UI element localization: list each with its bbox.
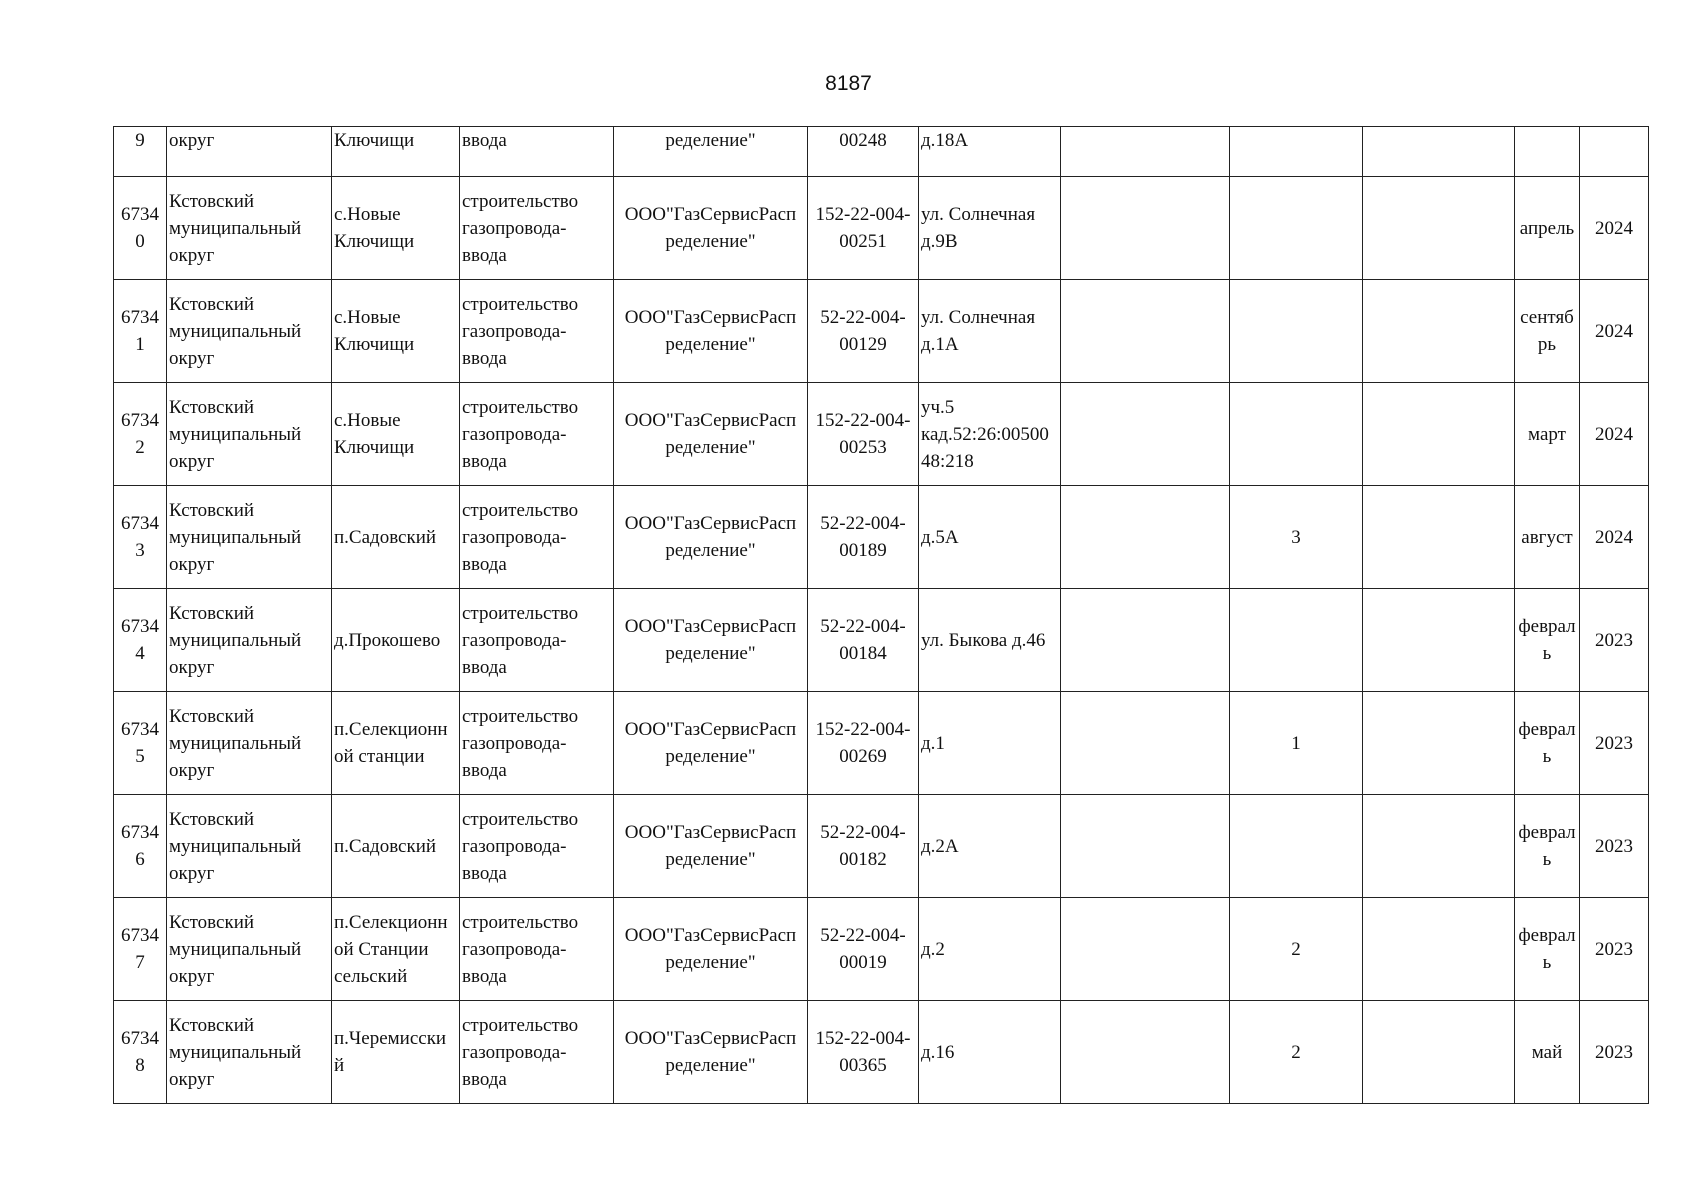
work-type-cell: строительство газопровода- ввода bbox=[460, 898, 614, 1001]
month-cell: август bbox=[1515, 486, 1580, 589]
row-number-cell: 6734 2 bbox=[114, 383, 167, 486]
count-cell: 1 bbox=[1230, 692, 1363, 795]
empty-cell-b bbox=[1363, 1001, 1515, 1104]
empty-cell-b bbox=[1363, 177, 1515, 280]
address-cell: д.5А bbox=[919, 486, 1061, 589]
address-cell: ул. Солнечная д.1А bbox=[919, 280, 1061, 383]
work-type-cell: строительство газопровода- ввода bbox=[460, 589, 614, 692]
empty-cell-a bbox=[1061, 898, 1230, 1001]
count-cell bbox=[1230, 127, 1363, 177]
empty-cell-b bbox=[1363, 589, 1515, 692]
count-cell bbox=[1230, 795, 1363, 898]
settlement-cell: п.Садовский bbox=[332, 795, 460, 898]
work-type-cell: строительство газопровода- ввода bbox=[460, 383, 614, 486]
row-number-cell: 6734 4 bbox=[114, 589, 167, 692]
district-cell: Кстовский муниципальный округ bbox=[167, 280, 332, 383]
district-cell: Кстовский муниципальный округ bbox=[167, 1001, 332, 1104]
organization-cell: ределение" bbox=[614, 127, 808, 177]
empty-cell-b bbox=[1363, 795, 1515, 898]
address-cell: уч.5 кад.52:26:00500 48:218 bbox=[919, 383, 1061, 486]
empty-cell-b bbox=[1363, 127, 1515, 177]
work-type-cell: строительство газопровода- ввода bbox=[460, 795, 614, 898]
count-cell bbox=[1230, 177, 1363, 280]
month-cell: феврал ь bbox=[1515, 795, 1580, 898]
district-cell: Кстовский муниципальный округ bbox=[167, 795, 332, 898]
registration-number-cell: 152-22-004- 00269 bbox=[808, 692, 919, 795]
organization-cell: ООО"ГазСервисРасп ределение" bbox=[614, 795, 808, 898]
table-row bbox=[114, 795, 1649, 898]
row-number-cell: 9 bbox=[114, 127, 167, 177]
address-cell: д.1 bbox=[919, 692, 1061, 795]
table-row bbox=[114, 589, 1649, 692]
month-cell: феврал ь bbox=[1515, 589, 1580, 692]
organization-cell: ООО"ГазСервисРасп ределение" bbox=[614, 280, 808, 383]
registration-number-cell: 152-22-004- 00253 bbox=[808, 383, 919, 486]
table-row bbox=[114, 177, 1649, 280]
registration-number-cell: 52-22-004- 00182 bbox=[808, 795, 919, 898]
year-cell: 2023 bbox=[1580, 898, 1649, 1001]
settlement-cell: Ключищи bbox=[332, 127, 460, 177]
organization-cell: ООО"ГазСервисРасп ределение" bbox=[614, 177, 808, 280]
empty-cell-a bbox=[1061, 486, 1230, 589]
settlement-cell: с.Новые Ключищи bbox=[332, 177, 460, 280]
empty-cell-a bbox=[1061, 795, 1230, 898]
address-cell: д.16 bbox=[919, 1001, 1061, 1104]
count-cell: 2 bbox=[1230, 898, 1363, 1001]
empty-cell-b bbox=[1363, 383, 1515, 486]
page-number: 8187 bbox=[825, 72, 872, 95]
work-type-cell: строительство газопровода- ввода bbox=[460, 692, 614, 795]
registration-number-cell: 52-22-004- 00129 bbox=[808, 280, 919, 383]
month-cell: феврал ь bbox=[1515, 898, 1580, 1001]
address-cell: ул. Солнечная д.9В bbox=[919, 177, 1061, 280]
empty-cell-a bbox=[1061, 1001, 1230, 1104]
table-row bbox=[114, 692, 1649, 795]
district-cell: Кстовский муниципальный округ bbox=[167, 898, 332, 1001]
registration-number-cell: 152-22-004- 00251 bbox=[808, 177, 919, 280]
empty-cell-b bbox=[1363, 692, 1515, 795]
count-cell: 2 bbox=[1230, 1001, 1363, 1104]
organization-cell: ООО"ГазСервисРасп ределение" bbox=[614, 692, 808, 795]
year-cell: 2024 bbox=[1580, 383, 1649, 486]
year-cell: 2023 bbox=[1580, 692, 1649, 795]
address-cell: д.18А bbox=[919, 127, 1061, 177]
organization-cell: ООО"ГазСервисРасп ределение" bbox=[614, 589, 808, 692]
organization-cell: ООО"ГазСервисРасп ределение" bbox=[614, 898, 808, 1001]
table-row bbox=[114, 486, 1649, 589]
year-cell bbox=[1580, 127, 1649, 177]
table-row bbox=[114, 127, 1649, 177]
settlement-cell: с.Новые Ключищи bbox=[332, 383, 460, 486]
address-cell: д.2А bbox=[919, 795, 1061, 898]
settlement-cell: п.Селекционн ой станции bbox=[332, 692, 460, 795]
district-cell: Кстовский муниципальный округ bbox=[167, 177, 332, 280]
settlement-cell: с.Новые Ключищи bbox=[332, 280, 460, 383]
registration-number-cell: 52-22-004- 00019 bbox=[808, 898, 919, 1001]
district-cell: Кстовский муниципальный округ bbox=[167, 486, 332, 589]
month-cell: сентяб рь bbox=[1515, 280, 1580, 383]
empty-cell-a bbox=[1061, 127, 1230, 177]
empty-cell-a bbox=[1061, 692, 1230, 795]
registration-number-cell: 00248 bbox=[808, 127, 919, 177]
month-cell: феврал ь bbox=[1515, 692, 1580, 795]
empty-cell-a bbox=[1061, 177, 1230, 280]
year-cell: 2024 bbox=[1580, 280, 1649, 383]
year-cell: 2024 bbox=[1580, 486, 1649, 589]
empty-cell-b bbox=[1363, 486, 1515, 589]
row-number-cell: 6734 5 bbox=[114, 692, 167, 795]
registration-number-cell: 52-22-004- 00184 bbox=[808, 589, 919, 692]
table-row bbox=[114, 280, 1649, 383]
empty-cell-b bbox=[1363, 280, 1515, 383]
table-row bbox=[114, 1001, 1649, 1104]
registration-number-cell: 152-22-004- 00365 bbox=[808, 1001, 919, 1104]
year-cell: 2023 bbox=[1580, 589, 1649, 692]
district-cell: Кстовский муниципальный округ bbox=[167, 692, 332, 795]
register-table bbox=[113, 126, 1649, 1104]
settlement-cell: д.Прокошево bbox=[332, 589, 460, 692]
month-cell: май bbox=[1515, 1001, 1580, 1104]
count-cell bbox=[1230, 383, 1363, 486]
row-number-cell: 6734 1 bbox=[114, 280, 167, 383]
table-row bbox=[114, 383, 1649, 486]
organization-cell: ООО"ГазСервисРасп ределение" bbox=[614, 383, 808, 486]
month-cell: апрель bbox=[1515, 177, 1580, 280]
address-cell: ул. Быкова д.46 bbox=[919, 589, 1061, 692]
count-cell: 3 bbox=[1230, 486, 1363, 589]
table-row bbox=[114, 898, 1649, 1001]
row-number-cell: 6734 8 bbox=[114, 1001, 167, 1104]
year-cell: 2023 bbox=[1580, 1001, 1649, 1104]
work-type-cell: строительство газопровода- ввода bbox=[460, 177, 614, 280]
table-body bbox=[114, 127, 1649, 1104]
year-cell: 2024 bbox=[1580, 177, 1649, 280]
row-number-cell: 6734 6 bbox=[114, 795, 167, 898]
organization-cell: ООО"ГазСервисРасп ределение" bbox=[614, 486, 808, 589]
registration-number-cell: 52-22-004- 00189 bbox=[808, 486, 919, 589]
district-cell: Кстовский муниципальный округ bbox=[167, 383, 332, 486]
work-type-cell: строительство газопровода- ввода bbox=[460, 280, 614, 383]
empty-cell-b bbox=[1363, 898, 1515, 1001]
row-number-cell: 6734 0 bbox=[114, 177, 167, 280]
month-cell: март bbox=[1515, 383, 1580, 486]
count-cell bbox=[1230, 280, 1363, 383]
count-cell bbox=[1230, 589, 1363, 692]
empty-cell-a bbox=[1061, 589, 1230, 692]
month-cell bbox=[1515, 127, 1580, 177]
work-type-cell: ввода bbox=[460, 127, 614, 177]
district-cell: Кстовский муниципальный округ bbox=[167, 589, 332, 692]
empty-cell-a bbox=[1061, 383, 1230, 486]
settlement-cell: п.Селекционн ой Станции сельский bbox=[332, 898, 460, 1001]
work-type-cell: строительство газопровода- ввода bbox=[460, 486, 614, 589]
empty-cell-a bbox=[1061, 280, 1230, 383]
row-number-cell: 6734 7 bbox=[114, 898, 167, 1001]
year-cell: 2023 bbox=[1580, 795, 1649, 898]
district-cell: округ bbox=[167, 127, 332, 177]
work-type-cell: строительство газопровода- ввода bbox=[460, 1001, 614, 1104]
settlement-cell: п.Садовский bbox=[332, 486, 460, 589]
row-number-cell: 6734 3 bbox=[114, 486, 167, 589]
settlement-cell: п.Черемисски й bbox=[332, 1001, 460, 1104]
organization-cell: ООО"ГазСервисРасп ределение" bbox=[614, 1001, 808, 1104]
address-cell: д.2 bbox=[919, 898, 1061, 1001]
